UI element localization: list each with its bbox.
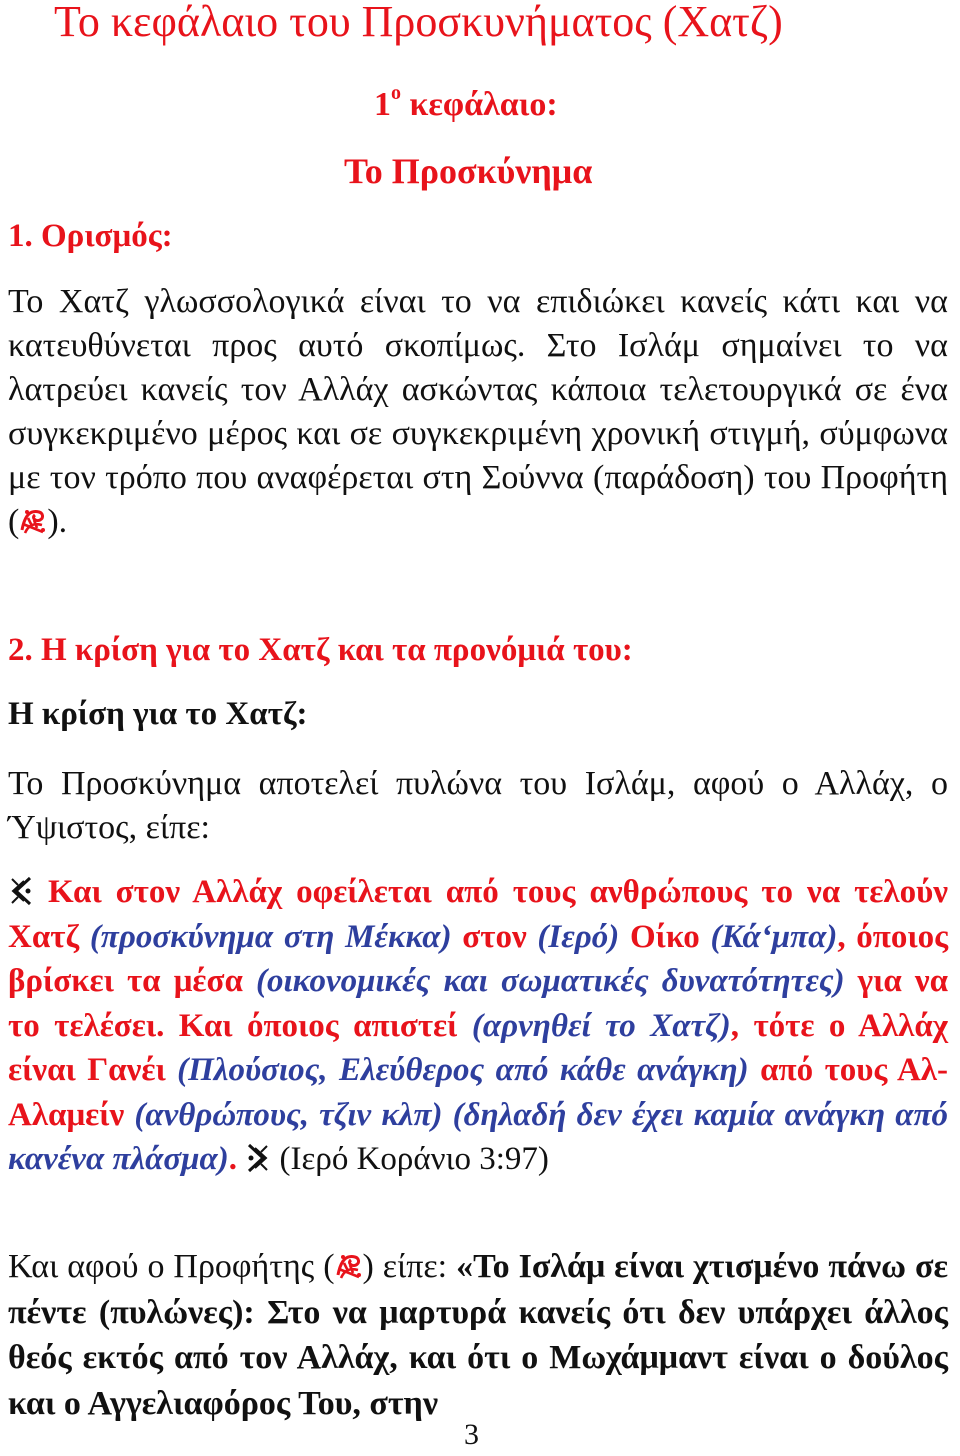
page-number: 3 bbox=[464, 1418, 479, 1451]
definition-text-end: ). bbox=[47, 503, 68, 540]
ruling-subheading: Η κρίση για το Χατζ: bbox=[8, 696, 308, 732]
section-ruling-heading: 2. Η κρίση για το Χατζ και τα προνόμιά του: bbox=[8, 632, 633, 668]
quote-close-ornament-icon bbox=[245, 1142, 271, 1174]
quote-explanation-segment: (προσκύνημα στη Μέκκα) bbox=[89, 918, 452, 955]
section-definition-heading: 1. Ορισμός: bbox=[8, 218, 173, 254]
hadith-paragraph bbox=[8, 1244, 948, 1426]
quote-text-segment: , όποιος βρίσκει τα μέσα bbox=[8, 918, 949, 999]
quote-explanation-segment: (ανθρώπους, τζιν κλπ) (δηλαδή δεν έχει καμία ανάγκη από κανένα πλάσμα) bbox=[8, 1096, 948, 1177]
chapter-number-word: κεφάλαιο: bbox=[401, 86, 558, 123]
quote-explanation-segment: (Πλούσιος, Ελεύθερος από κάθε ανάγκη) bbox=[177, 1052, 749, 1088]
chapter-number bbox=[374, 82, 558, 124]
quote-explanation-segment: (Ιερό) bbox=[537, 918, 620, 955]
quote-text-segment: στον bbox=[451, 918, 538, 955]
quote-text-segment: από τους Αλ-Αλαμείν bbox=[8, 1052, 948, 1133]
ruling-intro-paragraph: Το Προσκύνημα αποτελεί πυλώνα του Ισλάμ, αφού ο Αλλάχ, ο Ύψιστος, είπε: bbox=[8, 765, 948, 846]
quote-open-ornament-icon bbox=[8, 875, 34, 907]
quote-explanation-segment: (αρνηθεί το Χατζ) bbox=[471, 1007, 731, 1044]
definition-paragraph bbox=[8, 280, 948, 544]
definition-text: Το Χατζ γλωσσολογικά είναι το να επιδιώκει κανείς κάτι και να κατευθύνεται προς αυτό σκοπίμως. Στο Ισλάμ σημαίνει το να λατρεύει κανείς τον Αλλάχ ασκώντας κάποια τελετουργικά σε ένα συγκεκριμένο μέρος και σε συγκεκριμένη χρονική στιγμή, σύμφωνα με τον τρόπο που αναφέρεται στη Σούννα (παράδοση) του Προφήτη ( bbox=[8, 283, 948, 540]
quran-quote bbox=[8, 870, 948, 1182]
peace-be-upon-him-icon bbox=[19, 506, 47, 536]
hadith-quote: «Το Ισλάμ είναι χτισμένο πάνω σε πέντε (πυλώνες): Στο να μαρτυρά κανείς ότι δεν υπάρχει άλλος θεός εκτός από τον Αλλάχ, και ότι ο Μωχάμμαντ είναι ο δούλος και ο Αγγελιαφόρος Του, στην bbox=[8, 1248, 948, 1422]
peace-be-upon-him-icon bbox=[335, 1251, 363, 1281]
chapter-number-ordinal: ο bbox=[391, 82, 401, 104]
quote-text-segment: Οίκο bbox=[619, 918, 711, 955]
quote-text-segment: , τότε ο Αλλάχ είναι Γανέι bbox=[8, 1007, 948, 1088]
chapter-title: Το κεφάλαιο του Προσκυνήματος (Χατζ) bbox=[54, 0, 783, 46]
chapter-name: Το Προσκύνημα bbox=[344, 151, 593, 191]
quote-segments bbox=[8, 874, 948, 1177]
hadith-said: ) είπε: bbox=[362, 1248, 457, 1285]
quran-reference: (Ιερό Κοράνιο 3:97) bbox=[271, 1141, 549, 1177]
hadith-intro: Και αφού ο Προφήτης ( bbox=[8, 1248, 335, 1285]
quote-text-segment: για να το τελέσει. Και όποιος απιστεί bbox=[8, 963, 948, 1044]
quote-text-segment: Και στον Αλλάχ οφείλεται από τους ανθρώπους το να τελούν Χατζ bbox=[8, 874, 948, 955]
quote-text-segment: . bbox=[228, 1141, 246, 1177]
quote-explanation-segment: (οικονομικές και σωματικές δυνατότητες) bbox=[255, 963, 845, 999]
chapter-number-digit: 1 bbox=[374, 86, 391, 123]
quote-explanation-segment: (Κά‘μπα) bbox=[710, 918, 838, 955]
